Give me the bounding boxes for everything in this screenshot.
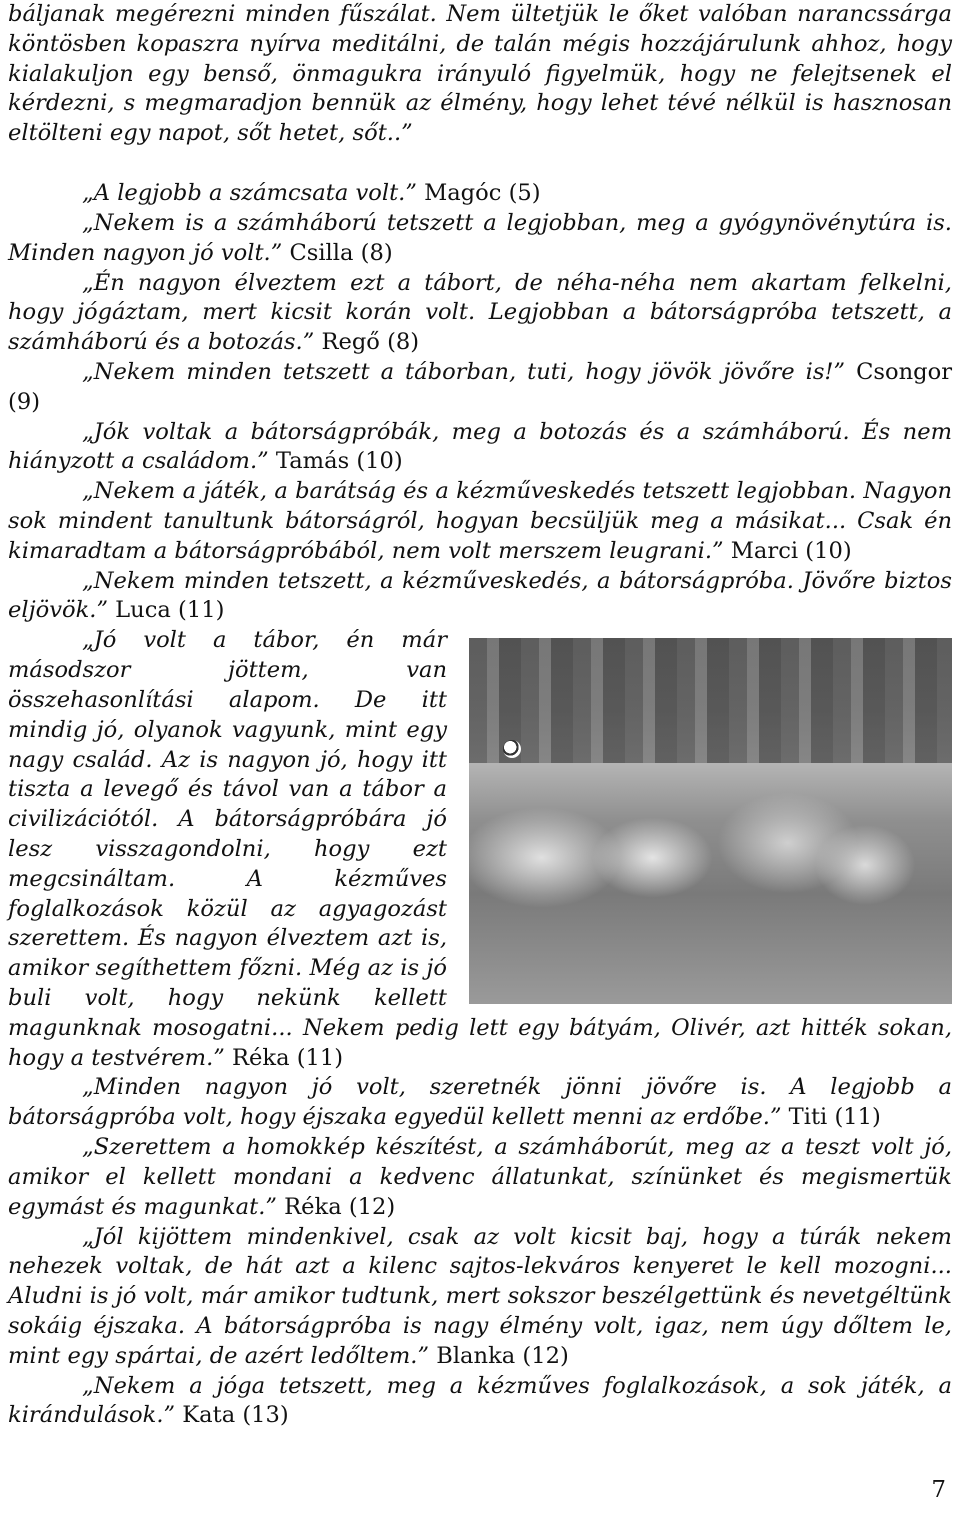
quote-text: báljanak megérezni minden fűszálat. Nem ültetjük le őket valóban narancssárga köntösben kopaszra nyírva meditálni, de talán mégis hozzájárulunk ahhoz, hogy kialakuljon egy benső, önmagukra irányuló figyelmük, hogy ne felejtsenek el kérdezni, s megmaradjon bennük az élmény, hogy lehet tévé nélkül is hasznosan eltölteni egy napot, sőt hetet, sőt..” [8, 1, 952, 147]
quote-author: Regő (8) [314, 329, 420, 356]
paragraph-6 [8, 477, 952, 566]
paragraph-7 [8, 567, 952, 627]
quote-author: Csilla (8) [282, 239, 393, 266]
paragraph-9 [8, 1073, 952, 1133]
quote-author: Magóc (5) [416, 180, 541, 207]
paragraph-1 [8, 179, 952, 209]
quote-text: „A legjobb a számcsata volt.” [82, 180, 417, 207]
paragraph-11 [8, 1223, 952, 1372]
camp-photo [469, 638, 952, 1004]
quote-text: „Jó volt a tábor, én már másodszor jöttem, van összehasonlítási alapom. De itt mindig jó, olyanok vagyunk, mint egy nagy család. Az is nagyon jó, hogy itt tiszta a levegő és távol van a tábor a civilizációtól. A bátorságpróbára jó lesz visszagondolni, hogy ezt megcsináltam. A kézműves foglalkozások közül az agyagozást szerettem. És nagyon élveztem azt is, amikor segíthettem főzni. Még az is jó buli volt, hogy nekünk kellett magunknak mosogatni... Nekem pedig lett egy bátyám, Olivér, azt hitték sokan, hogy a testvérem.” [8, 627, 952, 1071]
page-number: 7 [931, 1477, 946, 1504]
document-page [8, 0, 952, 1516]
quote-author: Titi (11) [781, 1104, 881, 1131]
quote-text: „Jók voltak a bátorságpróbák, meg a botozás és a számháború. És nem hiányzott a családom.” [8, 418, 952, 475]
quote-author: Réka (12) [276, 1193, 396, 1220]
paragraph-3 [8, 269, 952, 358]
quote-author: Blanka (12) [429, 1342, 569, 1369]
photo-trees [469, 638, 952, 762]
quote-text: „Én nagyon élveztem ezt a tábort, de néha-néha nem akartam felkelni, hogy jógáztam, mert kicsit korán volt. Legjobban a bátorságpróba tetszett, a számháború és a botozás.” [8, 269, 952, 356]
spacer [8, 149, 952, 179]
quote-text: „Nekem a játék, a barátság és a kézműveskedés tetszett legjobban. Nagyon sok mindent tanultunk bátorságról, hogyan becsüljük meg a másikat... Csak én kimaradtam a bátorságpróbából, nem volt merszem leugrani.” [8, 478, 952, 564]
quote-author: Kata (13) [175, 1402, 289, 1429]
quote-author: Marci (10) [723, 537, 852, 564]
quote-text: „Nekem is a számháború tetszett a legjobban, meg a gyógynövénytúra is. Minden nagyon jó volt.” [8, 209, 952, 266]
quote-author: Réka (11) [224, 1044, 344, 1071]
paragraph-4 [8, 358, 952, 418]
paragraph-12 [8, 1372, 952, 1432]
paragraph-5 [8, 418, 952, 478]
article-body [8, 0, 952, 1431]
paragraph-0 [8, 0, 952, 149]
paragraph-2 [8, 209, 952, 269]
quote-author: Luca (11) [108, 597, 225, 624]
quote-text: „Nekem minden tetszett a táborban, tuti, hogy jövök jövőre is!” [82, 358, 846, 385]
quote-text: „Jól kijöttem mindenkivel, csak az volt kicsit baj, hogy a túrák nekem nehezek voltak, de hát azt a kilenc sajtos-lekváros kenyeret le kell mozogni... Aludni is jó volt, már amikor tudtunk, mert sokszor beszélgettünk és nevetgéltünk sokáig éjszaka. A bátorságpróba is nagy élmény volt, igaz, nem úgy dőltem le, mint egy spártai, de azért ledőltem.” [8, 1223, 952, 1369]
quote-author: Tamás (10) [268, 448, 403, 475]
quote-text: „Minden nagyon jó volt, szeretnék jönni jövőre is. A legjobb a bátorságpróba volt, hogy éjszaka egyedül kellett menni az erdőbe.” [8, 1074, 952, 1131]
quote-author: Csongor (9) [8, 358, 952, 415]
quote-text: „Nekem minden tetszett, a kézműveskedés, a bátorságpróba. Jövőre biztos eljövök.” [8, 567, 952, 624]
quote-text: „Szerettem a homokkép készítést, a számháborút, meg az a teszt volt jó, amikor el kellett mondani a kedvenc állatunkat, színünket és megismertük egymást és magunkat.” [8, 1134, 952, 1220]
paragraph-10 [8, 1133, 952, 1222]
quote-text: „Nekem a jóga tetszett, meg a kézműves foglalkozások, a sok játék, a kirándulások.” [8, 1372, 952, 1429]
